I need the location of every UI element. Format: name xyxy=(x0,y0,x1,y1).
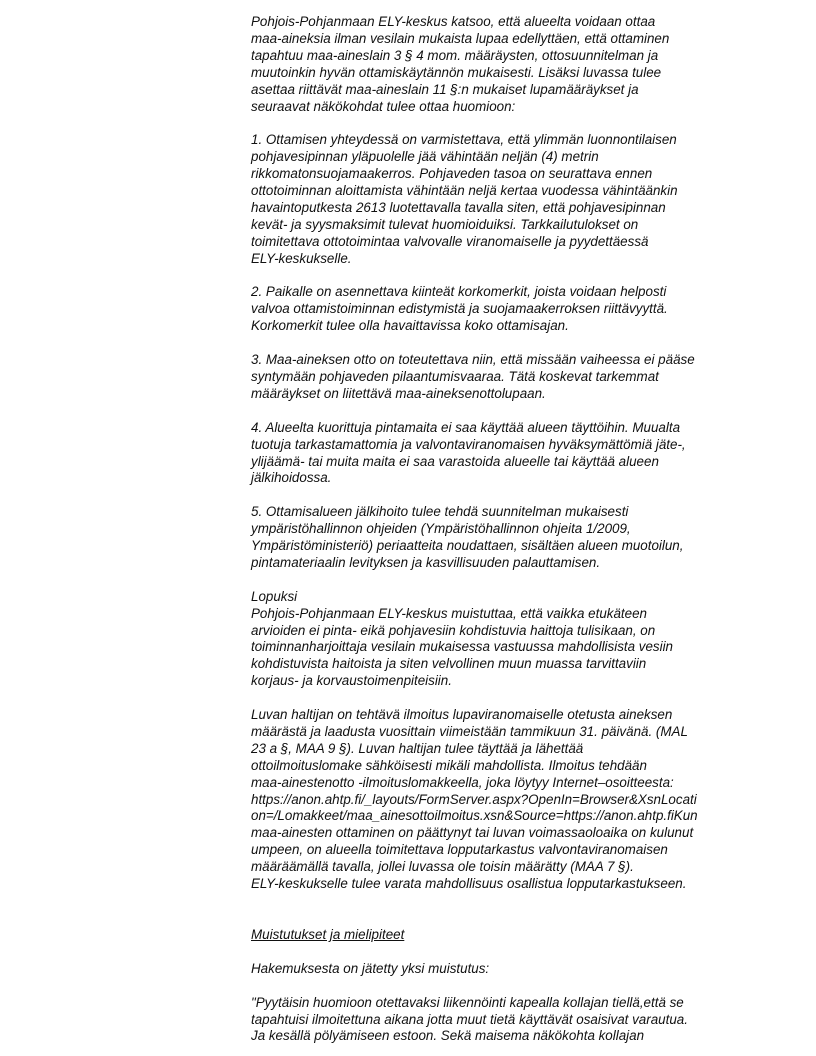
luvan-paragraph: Luvan haltijan on tehtävä ilmoitus lupaviranomaiselle otetusta aineksen määrästä ja laadusta vuosittain viimeistään tammikuun 31. päivänä. (MAL 23 a §, MAA 9 §). Luvan haltijan tulee täyttää ja lähettää ottoilmoituslomake sähköisesti mikäli mahdollista. Ilmoitus tehdään maa-ainestenotto -ilmoituslomakkeella, joka löytyy Internet–osoitteesta: https://anon.ahtp.fi/_layouts/FormServer.aspx?OpenIn=Browser&XsnLocati on=/Lomakkeet/maa_ainesottoilmoitus.xsn&Source=https://anon.ahtp.fiKun maa-ainesten ottaminen on päättynyt tai luvan voimassaoloaika on kulunut umpeen, on alueella toimitettava lopputarkastus valvontaviranomaisen määräämällä tavalla, jollei luvassa ole toisin määrätty (MAA 7 §). ELY-keskukselle tulee varata mahdollisuus osallistua lopputarkastukseen. xyxy=(251,707,698,892)
condition-item-3: 3. Maa-aineksen otto on toteutettava niin, että missään vaiheessa ei pääse syntymään pohjaveden pilaantumisvaaraa. Tätä koskevat tarkemmat määräykset on liitettävä maa-aineksenottolupaan. xyxy=(251,352,695,401)
condition-item-5: 5. Ottamisalueen jälkihoito tulee tehdä suunnitelman mukaisesti ympäristöhallinnon ohjeiden (Ympäristöhallinnon ohjeita 1/2009, Ympäristöministeriö) periaatteita noudattaen, sisältäen alueen muotoilun, pintamateriaalin levityksen ja kasvillisuuden palauttamisen. xyxy=(251,504,684,570)
document-page xyxy=(251,14,751,1045)
hakemus-paragraph: Hakemuksesta on jätetty yksi muistutus: xyxy=(251,960,490,976)
intro-paragraph: Pohjois-Pohjanmaan ELY-keskus katsoo, että alueelta voidaan ottaa maa-aineksia ilman vesilain mukaista lupaa edellyttäen, että ottaminen tapahtuu maa-aineslain 3 § 4 mom. määräysten, ottosuunnitelman ja muutoinkin hyvän ottamiskäytännön mukaisesti. Lisäksi luvassa tulee asettaa riittävät maa-aineslain 11 §:n mukaiset lupamääräykset ja seuraavat näkökohdat tulee ottaa huomioon: xyxy=(251,14,670,114)
lopuksi-paragraph: Pohjois-Pohjanmaan ELY-keskus muistuttaa, että vaikka etukäteen arvioiden ei pinta- eikä pohjavesiin kohdistuvia haittoja tulisikaan, on toiminnanharjoittaja vesilain mukaisessa vastuussa mahdollisista vesiin kohdistuvista haitoista ja siten velvollinen muun muassa tarvittaviin korjaus- ja korvaustoimenpiteisiin. xyxy=(251,605,674,689)
condition-item-4: 4. Alueelta kuorittuja pintamaita ei saa käyttää alueen täyttöihin. Muualta tuotuja tarkastamattomia ja valvontaviranomaisen hyväksymättömiä jäte-, ylijäämä- tai muita maita ei saa varastoida alueelle tai käyttää alueen jälkihoidossa. xyxy=(251,419,686,486)
condition-item-1: 1. Ottamisen yhteydessä on varmistettava, että ylimmän luonnontilaisen pohjavesipinnan yläpuolelle jää vähintään neljän (4) metrin rikkomatonsuojamaakerros. Pohjaveden tasoa on seurattava ennen ottotoiminnan aloittamista vähintään neljä kertaa vuodessa vähintäänkin havaintoputkesta 2613 luotettavalla tavalla siten, että pohjavesipinnan kevät- ja syysmaksimit tulevat huomioiduiksi. Tarkkailutulokset on toimitettava ottotoimintaa valvovalle viranomaiselle ja pyydettäessä ELY-keskukselle. xyxy=(251,132,678,266)
condition-item-2: 2. Paikalle on asennettava kiinteät korkomerkit, joista voidaan helposti valvoa ottamistoiminnan edistymistä ja suojamaakerroksen riittävyyttä. Korkomerkit tulee olla havaittavissa koko ottamisajan. xyxy=(251,284,668,334)
lopuksi-title: Lopuksi xyxy=(251,588,298,604)
section-heading-muistutukset: Muistutukset ja mielipiteet xyxy=(251,927,405,943)
quote-paragraph: "Pyytäisin huomioon otettavaksi liikennöinti kapealla kollajan tiellä,että se tapahtuisi ilmoitettuna aikana jotta muut tietä käyttävät osaisivat varautua. Ja kesällä pölyämiseen estoon. Sekä maisema näkökohta kollajan xyxy=(251,994,688,1044)
